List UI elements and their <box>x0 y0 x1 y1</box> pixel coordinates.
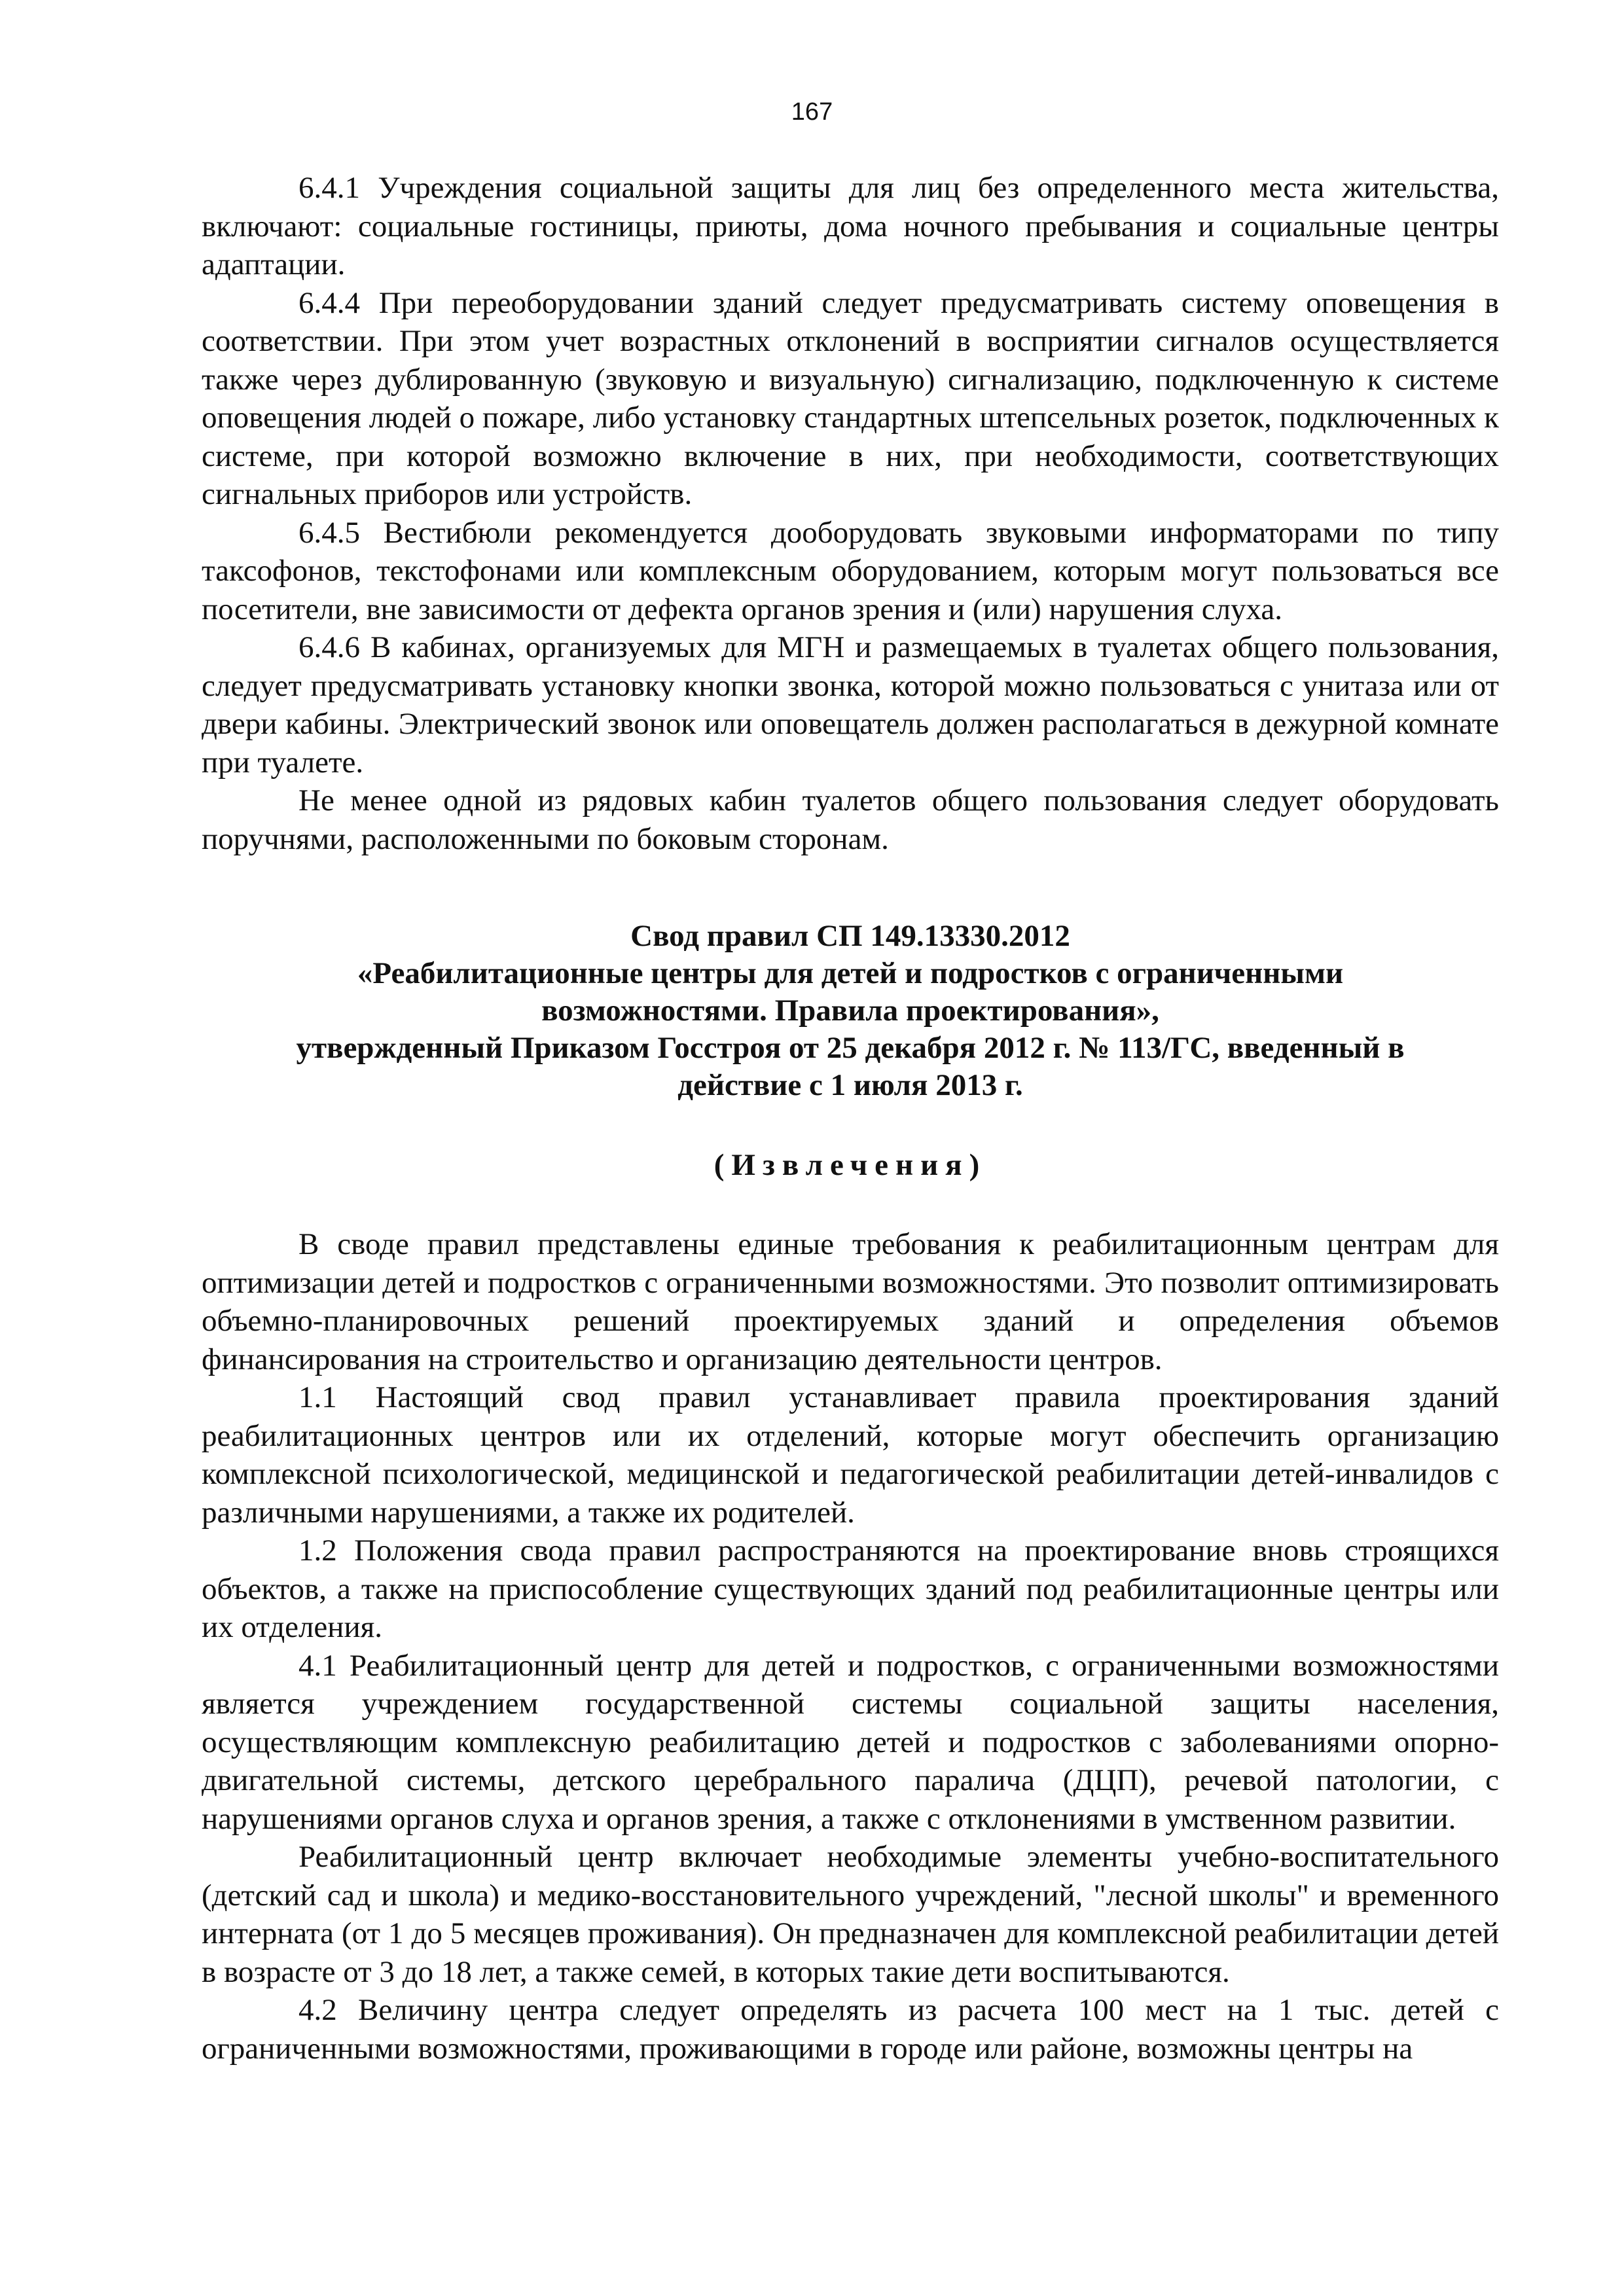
heading-line-5: действие с 1 июля 2013 г. <box>677 1068 1023 1102</box>
heading-line-2: «Реабилитационные центры для детей и подростков с ограниченными <box>357 956 1344 990</box>
heading-line-3: возможностями. Правила проектирования», <box>541 994 1159 1028</box>
paragraph-toilet-cabins: Не менее одной из рядовых кабин туалетов общего пользования следует оборудовать поручнями, расположенными по боковым сторонам. <box>202 783 1499 856</box>
page-number: 167 <box>791 98 833 126</box>
paragraph-6-4-1: 6.4.1 Учреждения социальной защиты для лиц без определенного места жительства, включают: социальные гостиницы, приюты, дома ночного пребывания и социальные центры адаптации. <box>202 171 1499 281</box>
document-heading <box>202 918 1499 1104</box>
top-text-block <box>202 169 1499 858</box>
paragraph-6-4-6: 6.4.6 В кабинах, организуемых для МГН и размещаемых в туалетах общего пользования, следует предусматривать установку кнопки звонка, которой можно пользоваться с унитаза или от двери кабины. Электрический звонок или оповещатель должен располагаться в дежурной комнате при туалете. <box>202 630 1499 780</box>
paragraph-6-4-5: 6.4.5 Вестибюли рекомендуется дооборудовать звуковыми информаторами по типу таксофонов, текстофонами или комплексным оборудованием, которым могут пользоваться все посетители, вне зависимости от дефекта органов зрения и (или) нарушения слуха. <box>202 515 1499 626</box>
paragraph-1-1: 1.1 Настоящий свод правил устанавливает правила проектирования зданий реабилитационных центров или их отделений, которые могут обеспечить организацию комплексной психологической, медицинской и педагогической реабилитации детей-инвалидов с различными нарушениями, а также их родителей. <box>202 1380 1499 1530</box>
paragraph-intro: В своде правил представлены единые требования к реабилитационным центрам для оптимизации детей и подростков с ограниченными возможностями. Это позволит оптимизировать объемно-планировочных решений проектируемых зданий и определения объемов финансирования на строительство и организацию деятельности центров. <box>202 1227 1499 1376</box>
heading-line-1: Свод правил СП 149.13330.2012 <box>630 919 1070 953</box>
paragraph-center-includes: Реабилитационный центр включает необходимые элементы учебно-воспитательного (детский сад и школа) и медико-восстановительного учреждений, "лесной школы" и временного интерната (от 1 до 5 месяцев проживания). Он предназначен для комплексной реабилитации детей в возрасте от 3 до 18 лет, а также семей, в которых такие дети воспитываются. <box>202 1840 1499 1989</box>
paragraph-4-1: 4.1 Реабилитационный центр для детей и подростков, с ограниченными возможностями является учреждением государственной системы социальной защиты населения, осуществляющим комплексную реабилитацию детей и подростков с заболеваниями опорно-двигательной системы, детского церебрального паралича (ДЦП), речевой патологии, с нарушениями органов слуха и органов зрения, а также с отклонениями в умственном развитии. <box>202 1648 1499 1836</box>
paragraph-4-2: 4.2 Величину центра следует определять из расчета 100 мест на 1 тыс. детей с ограниченными возможностями, проживающими в городе или районе, возможны центры на <box>202 1993 1499 2066</box>
bottom-text-block <box>202 1225 1499 2068</box>
extract-label: (Извлечения) <box>713 1148 987 1182</box>
paragraph-1-2: 1.2 Положения свода правил распространяются на проектирование вновь строящихся объектов, а также на приспособление существующих зданий под реабилитационные центры или их отделения. <box>202 1534 1499 1644</box>
paragraph-6-4-4: 6.4.4 При переоборудовании зданий следует предусматривать систему оповещения в соответствии. При этом учет возрастных отклонений в восприятии сигналов осуществляется также через дублированную (звуковую и визуальную) сигнализацию, подключенную к системе оповещения людей о пожаре, либо установку стандартных штепсельных розеток, подключенных к системе, при которой возможно включение в них, при необходимости, соответствующих сигнальных приборов или устройств. <box>202 285 1499 511</box>
heading-line-4: утвержденный Приказом Госстроя от 25 декабря 2012 г. № 113/ГС, введенный в <box>296 1031 1405 1065</box>
